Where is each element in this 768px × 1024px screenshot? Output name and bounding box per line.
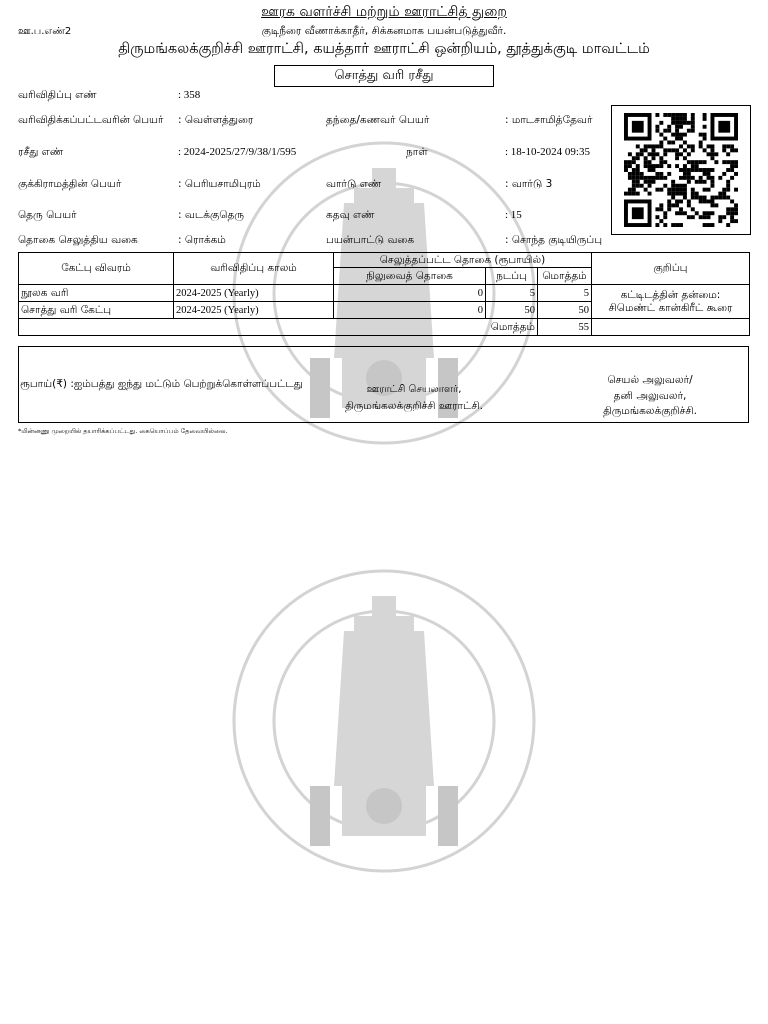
secretary-designation: ஊராட்சி செயலாளர், <box>366 384 462 395</box>
officer-special: தனி அலுவலர், <box>613 390 687 402</box>
cell-current: 5 <box>486 285 538 302</box>
col-arrears: நிலுவைத் தொகை <box>334 268 486 285</box>
water-slogan: குடிநீரை வீணாக்காதீர், சிக்கனமாக பயன்படுத்துவீர். <box>261 25 507 37</box>
electronic-note: *மின்னணு முறையில் தயாரிக்கப்பட்டது. கையொப்பம் தேவையில்லை. <box>18 427 228 435</box>
form-number: ஊ.ப.எண்2 <box>18 26 72 37</box>
usage-type: : சொந்த குடியிருப்பு <box>505 234 603 246</box>
door-number: : 15 <box>505 209 522 221</box>
father-name: : மாடசாமித்தேவர் <box>505 114 593 126</box>
father-label: தந்தை/கணவர் பெயர் <box>326 114 430 126</box>
assessee-name: : வெள்ளத்துரை <box>178 114 254 126</box>
panchayat-line: திருமங்கலக்குறிச்சி ஊராட்சி, கயத்தார் ஊராட்சி ஒன்றியம், தூத்துக்குடி மாவட்டம் <box>118 41 650 57</box>
cell-period: 2024-2025 (Yearly) <box>174 302 334 319</box>
cell-demand: நூலக வரி <box>19 285 174 302</box>
qr-code-icon <box>622 113 740 227</box>
cell-period: 2024-2025 (Yearly) <box>174 285 334 302</box>
officer-designation: செயல் அலுவலர்/ <box>607 374 693 386</box>
cell-total: 5 <box>538 285 592 302</box>
col-demand: கேட்பு விவரம் <box>19 253 174 285</box>
empty-cell <box>592 319 750 336</box>
grand-total-label: மொத்தம் <box>19 319 538 336</box>
table-row <box>19 285 750 302</box>
col-total: மொத்தம் <box>538 268 592 285</box>
remarks-line2: சிமெண்ட் கான்கிரீட் கூரை <box>608 301 733 314</box>
hamlet-label: குக்கிராமத்தின் பெயர் <box>18 178 122 190</box>
receipt-no: : 2024-2025/27/9/38/1/595 <box>178 146 297 158</box>
table-total-row <box>19 319 750 336</box>
col-remarks: குறிப்பு <box>592 253 750 285</box>
table-header-row <box>19 253 750 268</box>
officer-place: திருமங்கலக்குறிச்சி. <box>603 405 697 417</box>
remarks-line1: கட்டிடத்தின் தன்மை: <box>620 288 721 301</box>
tamil-nadu-emblem-icon <box>222 556 546 886</box>
usage-label: பயன்பாட்டு வகை <box>326 234 415 246</box>
assessment-no-label: வரிவிதிப்பு எண் <box>18 89 97 101</box>
assessment-no: : 358 <box>178 89 201 101</box>
receipt-date: : 18-10-2024 09:35 <box>505 146 590 158</box>
qr-code <box>611 105 751 235</box>
hamlet-name: : பெரியசாமிபுரம் <box>178 178 261 190</box>
secretary-panchayat: திருமங்கலக்குறிச்சி ஊராட்சி. <box>345 400 483 412</box>
street-name: : வடக்குதெரு <box>178 209 245 221</box>
payment-mode: : ரொக்கம் <box>178 234 226 246</box>
cell-arrears: 0 <box>334 302 486 319</box>
cell-current: 50 <box>486 302 538 319</box>
amount-in-words: ரூபாய்(₹) :ஐம்பத்து ஐந்து மட்டும் பெற்றுக்கொள்ளப்பட்டது <box>20 378 303 390</box>
receipt-title: சொத்து வரி ரசீது <box>274 65 494 87</box>
receipt-no-label: ரசீது எண் <box>18 146 64 158</box>
department-title: ஊரக வளர்ச்சி மற்றும் ஊராட்சித் துறை <box>261 4 507 20</box>
tax-table <box>18 252 750 336</box>
cell-total: 50 <box>538 302 592 319</box>
assessee-label: வரிவிதிக்கப்பட்டவரின் பெயர் <box>18 114 164 126</box>
grand-total: 55 <box>538 319 592 336</box>
col-period: வரிவிதிப்பு காலம் <box>174 253 334 285</box>
date-label: நாள் <box>406 146 428 158</box>
door-label: கதவு எண் <box>326 209 375 221</box>
payment-mode-label: தொகை செலுத்திய வகை <box>18 234 138 246</box>
cell-demand: சொத்து வரி கேட்பு <box>19 302 174 319</box>
ward-label: வார்டு எண் <box>326 178 382 190</box>
cell-remarks <box>592 285 750 319</box>
cell-arrears: 0 <box>334 285 486 302</box>
street-label: தெரு பெயர் <box>18 209 77 221</box>
col-paid-group: செலுத்தப்பட்ட தொகை (ரூபாயில்) <box>334 253 592 268</box>
col-current: நடப்பு <box>486 268 538 285</box>
ward-number: : வார்டு 3 <box>505 178 553 190</box>
